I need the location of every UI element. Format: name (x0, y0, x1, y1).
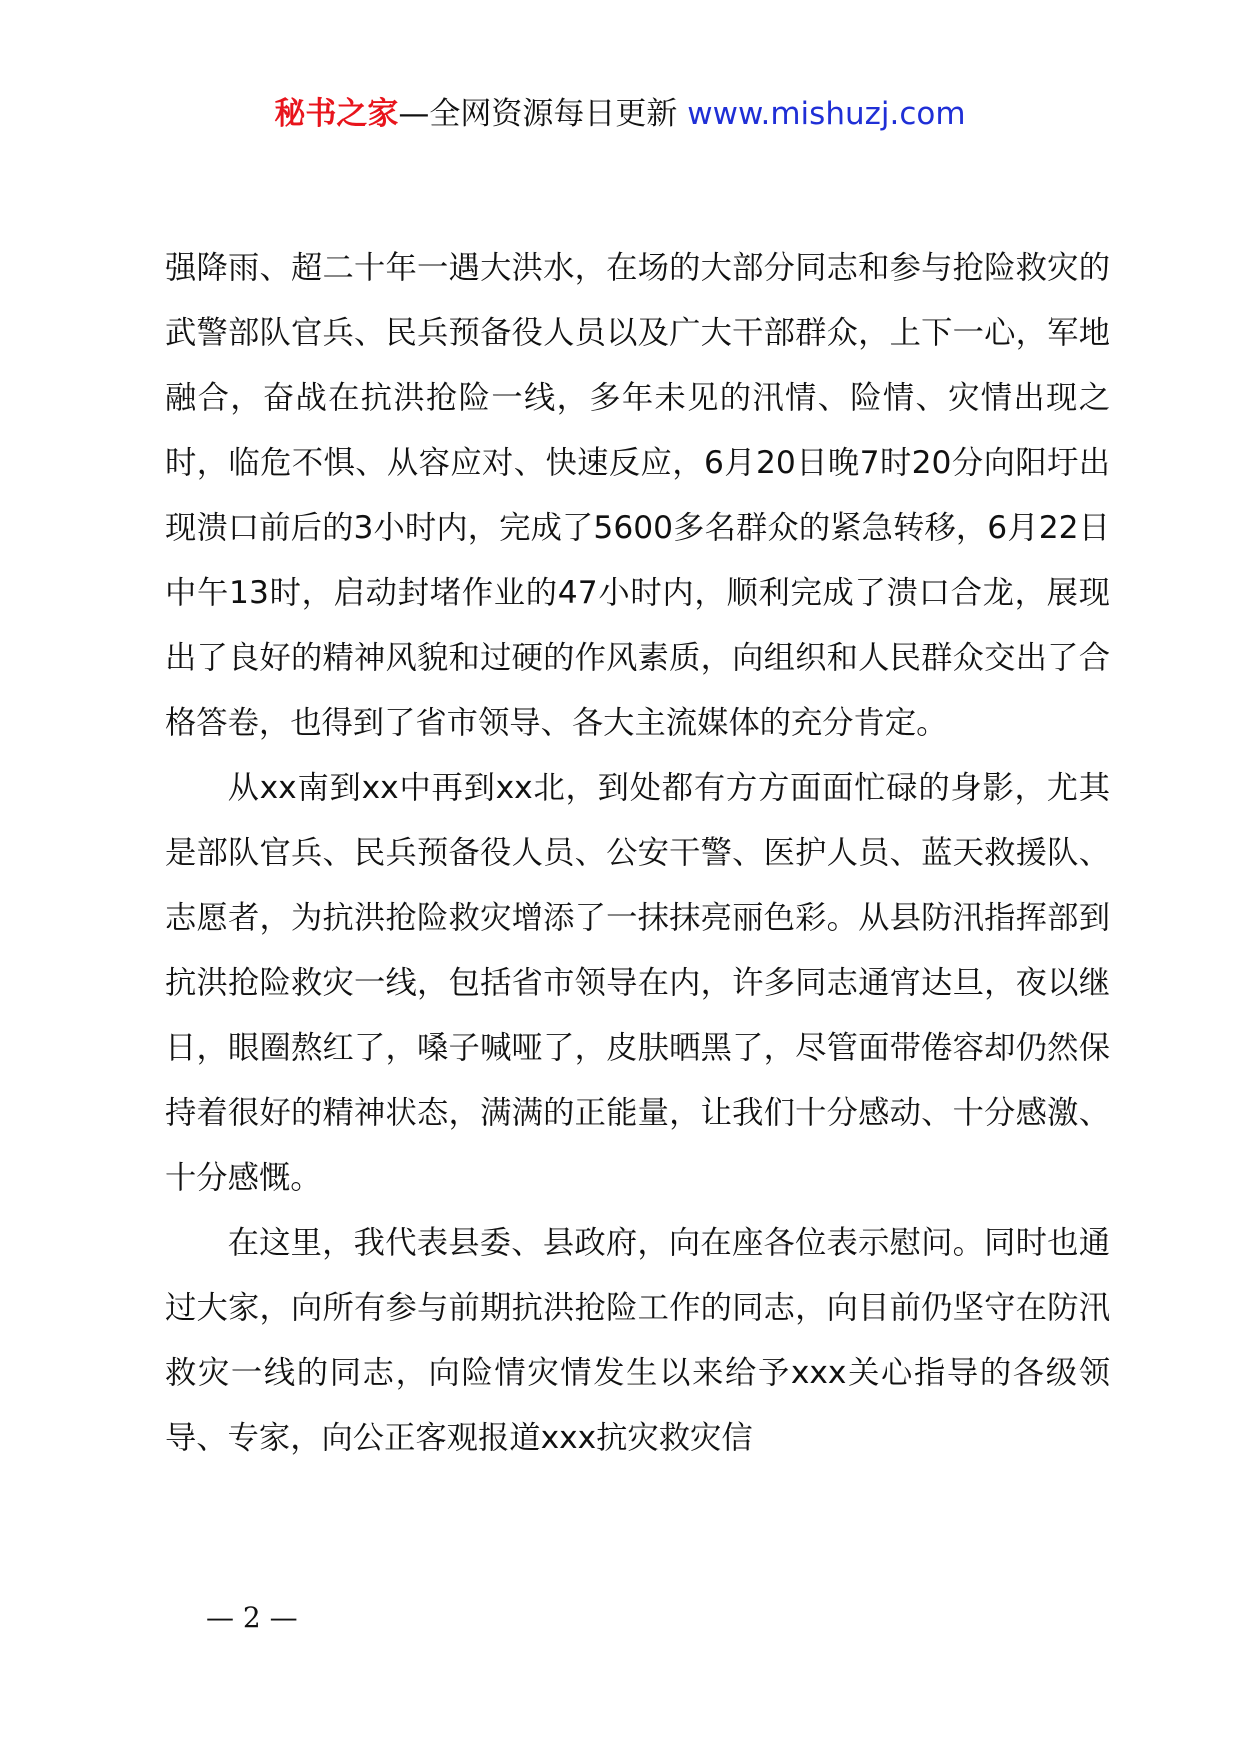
document-body (165, 236, 1110, 1471)
paragraph-2: 从xx南到xx中再到xx北，到处都有方方面面忙碌的身影，尤其是部队官兵、民兵预备役人员、公安干警、医护人员、蓝天救援队、志愿者，为抗洪抢险救灾增添了一抹抹亮丽色彩。从县防汛指挥部到抗洪抢险救灾一线，包括省市领导在内，许多同志通宵达旦，夜以继日，眼圈熬红了，嗓子喊哑了，皮肤晒黑了，尽管面带倦容却仍然保持着很好的精神状态，满满的正能量，让我们十分感动、十分感激、十分感慨。 (165, 770, 1110, 1196)
site-slogan: —全网资源每日更新 (398, 96, 678, 132)
site-brand: 秘书之家 (274, 96, 399, 132)
site-header (0, 94, 1240, 134)
site-url-link[interactable]: www.mishuzj.com (687, 96, 966, 132)
paragraph-1: 强降雨、超二十年一遇大洪水，在场的大部分同志和参与抢险救灾的武警部队官兵、民兵预备役人员以及广大干部群众，上下一心，军地融合，奋战在抗洪抢险一线，多年未见的汛情、险情、灾情出现之时，临危不惧、从容应对、快速反应，6月20日晚7时20分向阳圩出现溃口前后的3小时内，完成了5600多名群众的紧急转移，6月22日中午13时，启动封堵作业的47小时内，顺利完成了溃口合龙，展现出了良好的精神风貌和过硬的作风素质，向组织和人民群众交出了合格答卷，也得到了省市领导、各大主流媒体的充分肯定。 (165, 250, 1110, 741)
paragraph-3: 在这里，我代表县委、县政府，向在座各位表示慰问。同时也通过大家，向所有参与前期抗洪抢险工作的同志，向目前仍坚守在防汛救灾一线的同志，向险情灾情发生以来给予xxx关心指导的各级领导、专家，向公正客观报道xxx抗灾救灾信 (165, 1225, 1110, 1456)
page-number: — 2 — (206, 1601, 298, 1634)
